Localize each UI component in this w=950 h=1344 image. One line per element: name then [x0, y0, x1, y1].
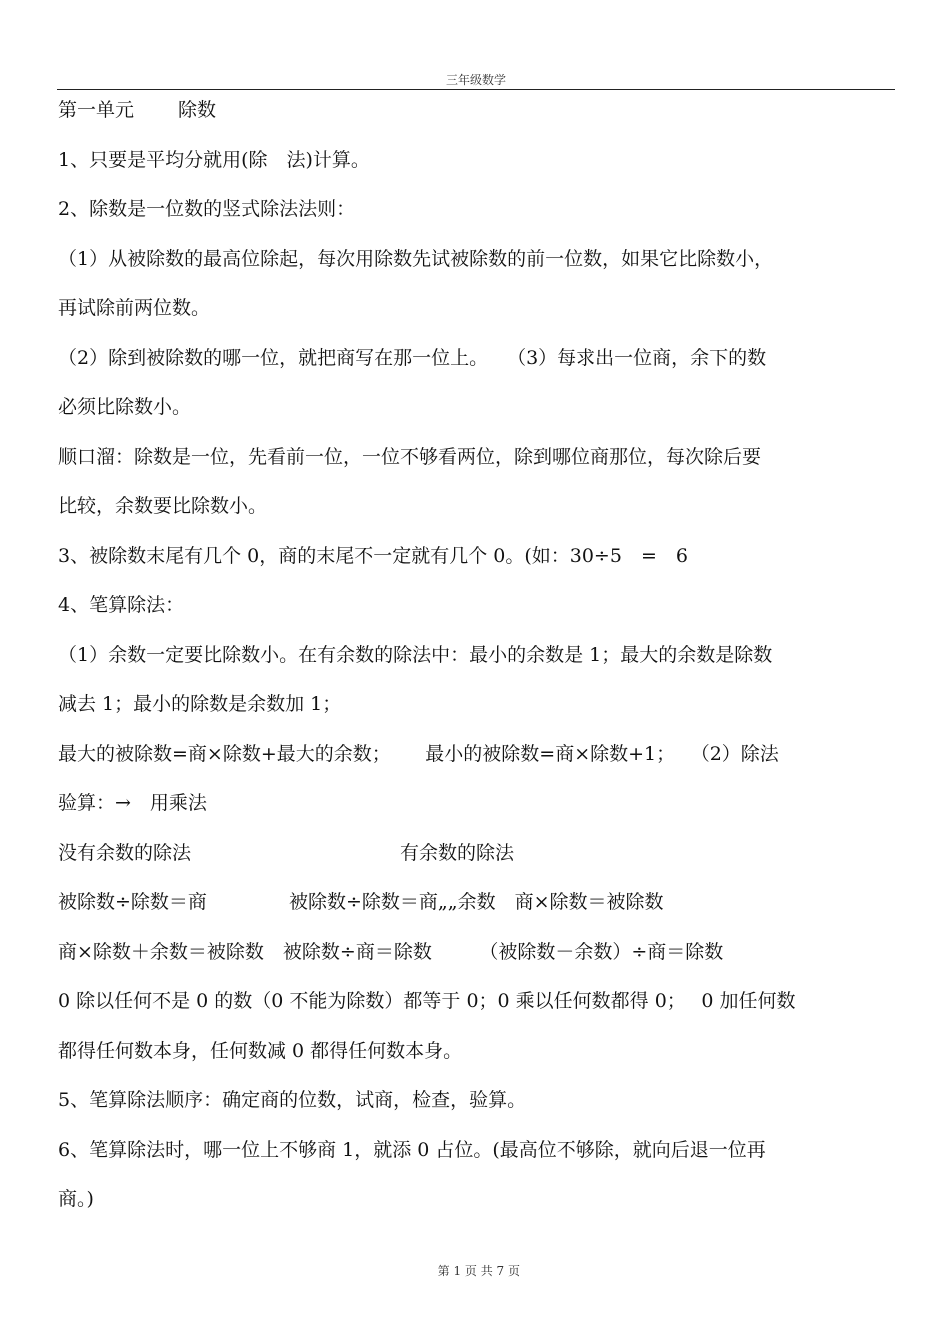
paragraph-line: 被除数÷除数＝商 被除数÷除数＝商„„余数 商×除数＝被除数: [58, 891, 664, 913]
paragraph-line: 2、除数是一位数的竖式除法法则：: [58, 198, 356, 220]
paragraph-line: 必须比除数小。: [58, 396, 192, 418]
paragraph-line: 最大的被除数=商×除数+最大的余数； 最小的被除数=商×除数+1； （2）除法: [58, 742, 779, 765]
page-footer: [0, 1248, 950, 1279]
unit-heading: 第一单元 除数: [58, 99, 217, 121]
paragraph-line: （2）除到被除数的哪一位，就把商写在那一位上。 （3）每求出一位商，余下的数: [58, 346, 767, 369]
paragraph-line: 验算：→ 用乘法: [58, 792, 207, 814]
paragraph-line: 5、笔算除法顺序：确定商的位数，试商，检查，验算。: [58, 1089, 527, 1111]
paragraph-line: 比较，余数要比除数小。: [58, 495, 268, 517]
paragraph-line: 1、只要是平均分就用(除 法)计算。: [58, 148, 370, 171]
paragraph-line: （1）余数一定要比除数小。在有余数的除法中：最小的余数是 1；最大的余数是除数: [58, 643, 773, 666]
paragraph-line: 没有余数的除法 有余数的除法: [58, 841, 515, 864]
paragraph-line: 都得任何数本身，任何数减 0 都得任何数本身。: [58, 1039, 463, 1062]
paragraph-line: 0 除以任何不是 0 的数（0 不能为除数）都等于 0；0 乘以任何数都得 0； 0 加任何数: [58, 990, 796, 1012]
page-header: [57, 72, 895, 90]
paragraph-line: 顺口溜：除数是一位，先看前一位，一位不够看两位，除到哪位商那位，每次除后要: [58, 445, 762, 468]
paragraph-line: 3、被除数末尾有几个 0，商的末尾不一定就有几个 0。(如：30÷5 = 6: [58, 544, 688, 567]
paragraph-line: 再试除前两位数。: [58, 297, 211, 319]
header-title: 三年级数学: [445, 73, 506, 87]
paragraph-line: 商。): [58, 1188, 94, 1210]
paragraph-line: （1）从被除数的最高位除起，每次用除数先试被除数的前一位数，如果它比除数小，: [58, 247, 774, 270]
page-number: 第 1 页 共 7 页: [437, 1264, 520, 1278]
document-body: [58, 90, 894, 1229]
paragraph-line: 6、笔算除法时，哪一位上不够商 1，就添 0 占位。(最高位不够除，就向后退一位再: [58, 1138, 766, 1161]
paragraph-line: 商×除数＋余数＝被除数 被除数÷商＝除数 （被除数－余数）÷商＝除数: [58, 940, 724, 963]
paragraph-line: 减去 1；最小的除数是余数加 1；: [58, 693, 342, 715]
paragraph-line: 4、笔算除法：: [58, 594, 185, 616]
